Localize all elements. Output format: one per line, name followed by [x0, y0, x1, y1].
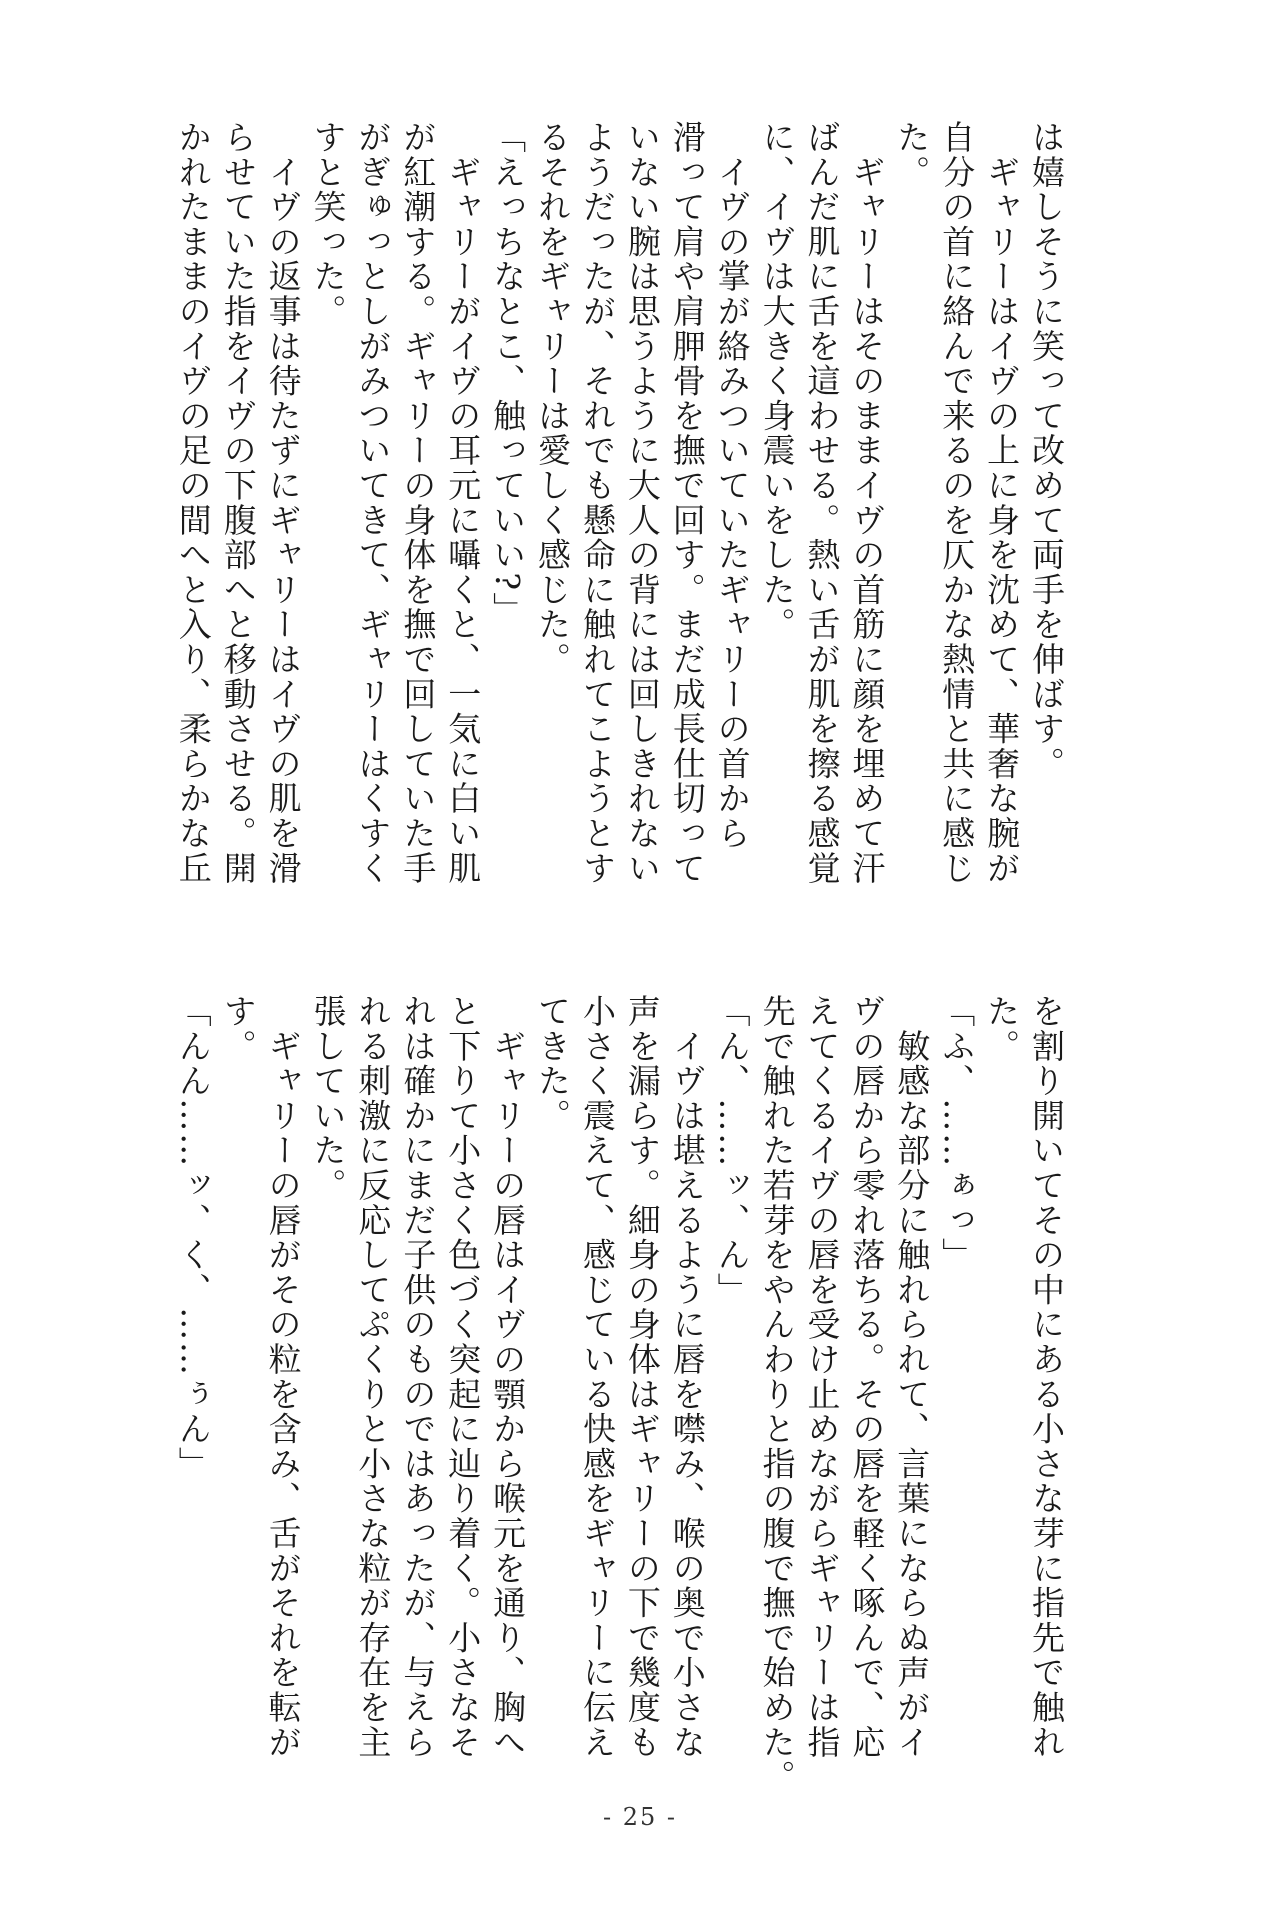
page-number: - 25 - — [602, 1803, 677, 1831]
text-line: れは確かにまだ子供のものではあったが、与えら — [398, 994, 438, 1760]
text-line: いない腕は思うように大人の背には回しきれない — [622, 120, 662, 886]
text-line: 「えっちなとこ、触っていい?」 — [488, 120, 528, 627]
text-line: イヴの掌が絡みついていたギャリーの首から — [712, 120, 752, 851]
text-line: 声を漏らす。細身の身体はギャリーの下で幾度も — [622, 994, 662, 1760]
text-block-top — [170, 120, 1068, 900]
text-line: た。 — [982, 994, 1022, 1064]
text-line: えてくるイヴの唇を受け止めながらギャリーは指 — [802, 994, 842, 1760]
text-line: らせていた指をイヴの下腹部へと移動させる。開 — [218, 120, 258, 886]
text-line: す。 — [218, 994, 258, 1064]
text-line: ヴの唇から零れ落ちる。その唇を軽く啄んで、応 — [847, 994, 887, 1760]
text-line: が紅潮する。ギャリーの身体を撫で回していた手 — [398, 120, 438, 886]
text-line: を割り開いてその中にある小さな芽に指先で触れ — [1027, 994, 1066, 1760]
text-line: ギャリーの唇がその粒を含み、舌がそれを転が — [263, 994, 303, 1760]
text-line: 敏感な部分に触れられて、言葉にならぬ声がイ — [892, 994, 932, 1760]
text-line: ギャリーがイヴの耳元に囁くと、一気に白い肌 — [443, 120, 483, 886]
text-line: 自分の首に絡んで来るのを仄かな熱情と共に感じ — [937, 120, 977, 886]
text-line: 先で触れた若芽をやんわりと指の腹で撫で始めた。 — [757, 994, 797, 1795]
text-line: 張していた。 — [308, 994, 348, 1203]
text-line: れる刺激に反応してぷくりと小さな粒が存在を主 — [353, 994, 393, 1760]
text-line: かれたままのイヴの足の間へと入り、柔らかな丘 — [173, 120, 213, 886]
text-line: ギャリーはそのままイヴの首筋に顔を埋めて汗 — [847, 120, 887, 886]
text-line: ばんだ肌に舌を這わせる。熱い舌が肌を擦る感覚 — [802, 120, 842, 886]
text-line: 滑って肩や肩胛骨を撫で回す。まだ成長仕切って — [667, 120, 707, 886]
text-line: た。 — [892, 120, 932, 190]
text-line: は嬉しそうに笑って改めて両手を伸ばす。 — [1027, 120, 1066, 782]
text-line: と下りて小さく色づく突起に辿り着く。小さなそ — [443, 994, 483, 1760]
text-line: すと笑った。 — [308, 120, 348, 329]
text-line: てきた。 — [533, 994, 573, 1134]
text-line: ようだったが、それでも懸命に触れてこようとす — [577, 120, 617, 886]
text-line: ギャリーの唇はイヴの顎から喉元を通り、胸へ — [488, 994, 528, 1760]
text-line: 「んん……ッ、く、……ぅん」 — [173, 994, 213, 1482]
text-line: がぎゅっとしがみついてきて、ギャリーはくすく — [353, 120, 393, 886]
text-line: ギャリーはイヴの上に身を沈めて、華奢な腕が — [982, 120, 1022, 886]
text-line: 「ふ、……ぁっ」 — [937, 994, 977, 1273]
text-line: 小さく震えて、感じている快感をギャリーに伝え — [577, 994, 617, 1760]
text-line: るそれをギャリーは愛しく感じた。 — [533, 120, 573, 677]
text-line: 「ん、……ッ、ん」 — [712, 994, 752, 1308]
text-block-bottom — [170, 994, 1068, 1795]
text-line: イヴは堪えるように唇を噤み、喉の奥で小さな — [667, 994, 707, 1760]
text-line: イヴの返事は待たずにギャリーはイヴの肌を滑 — [263, 120, 303, 886]
text-line: に、イヴは大きく身震いをした。 — [757, 120, 797, 642]
